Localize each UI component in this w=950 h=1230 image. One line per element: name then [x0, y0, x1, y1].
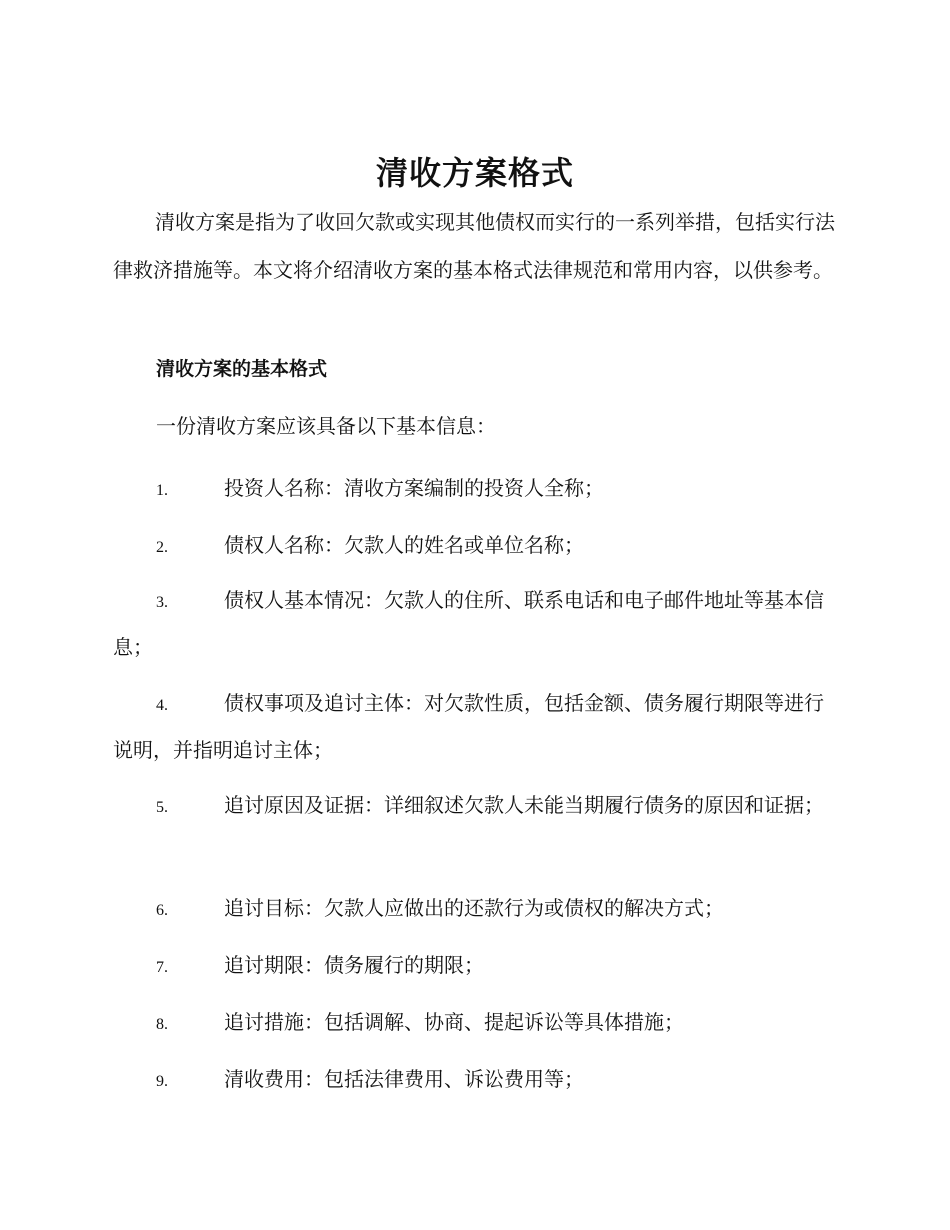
- list-item: [113, 578, 838, 670]
- list-item-number: 8.: [156, 1016, 168, 1033]
- list-item-number: 4.: [156, 697, 168, 714]
- section-heading: 清收方案的基本格式: [156, 358, 328, 380]
- list-item-number: 7.: [156, 959, 168, 976]
- list-item: [113, 783, 838, 830]
- list-item-text: 追讨目标：欠款人应做出的还款行为或债权的解决方式；: [224, 896, 724, 920]
- list-item-number: 3.: [156, 594, 168, 611]
- list-item-text: 债权人名称：欠款人的姓名或单位名称；: [224, 533, 584, 557]
- list-item-text: 投资人名称：清收方案编制的投资人全称；: [224, 476, 604, 500]
- list-item-text: 追讨原因及证据：详细叙述欠款人未能当期履行债务的原因和证据；: [224, 793, 824, 817]
- list-item-text: 追讨措施：包括调解、协商、提起诉讼等具体措施；: [224, 1010, 684, 1034]
- list-item-number: 6.: [156, 902, 168, 919]
- list-item-number: 5.: [156, 799, 168, 816]
- list-item-text: 追讨期限：债务履行的期限；: [224, 953, 484, 977]
- list-item: [113, 943, 838, 990]
- list-item: [113, 466, 838, 513]
- list-item: [113, 681, 838, 773]
- list-item-number: 9.: [156, 1073, 168, 1090]
- list-item-text: 清收费用：包括法律费用、诉讼费用等；: [224, 1067, 584, 1091]
- list-item-text: 债权人基本情况：欠款人的住所、联系电话和电子邮件地址等基本信息；: [113, 588, 824, 659]
- list-item: [113, 523, 838, 570]
- lead-sentence: 一份清收方案应该具备以下基本信息：: [156, 414, 496, 438]
- document-title: 清收方案格式: [375, 154, 574, 192]
- list-item-text: 债权事项及追讨主体：对欠款性质，包括金额、债务履行期限等进行说明，并指明追讨主体；: [113, 691, 824, 762]
- list-item: [113, 1057, 838, 1104]
- list-item-number: 1.: [156, 482, 168, 499]
- intro-paragraph: 清收方案是指为了收回欠款或实现其他债权而实行的一系列举措，包括实行法律救济措施等。本文将介绍清收方案的基本格式法律规范和常用内容，以供参考。: [113, 210, 835, 282]
- list-item-number: 2.: [156, 539, 168, 556]
- list-item: [113, 1000, 838, 1047]
- list-item: [113, 886, 838, 933]
